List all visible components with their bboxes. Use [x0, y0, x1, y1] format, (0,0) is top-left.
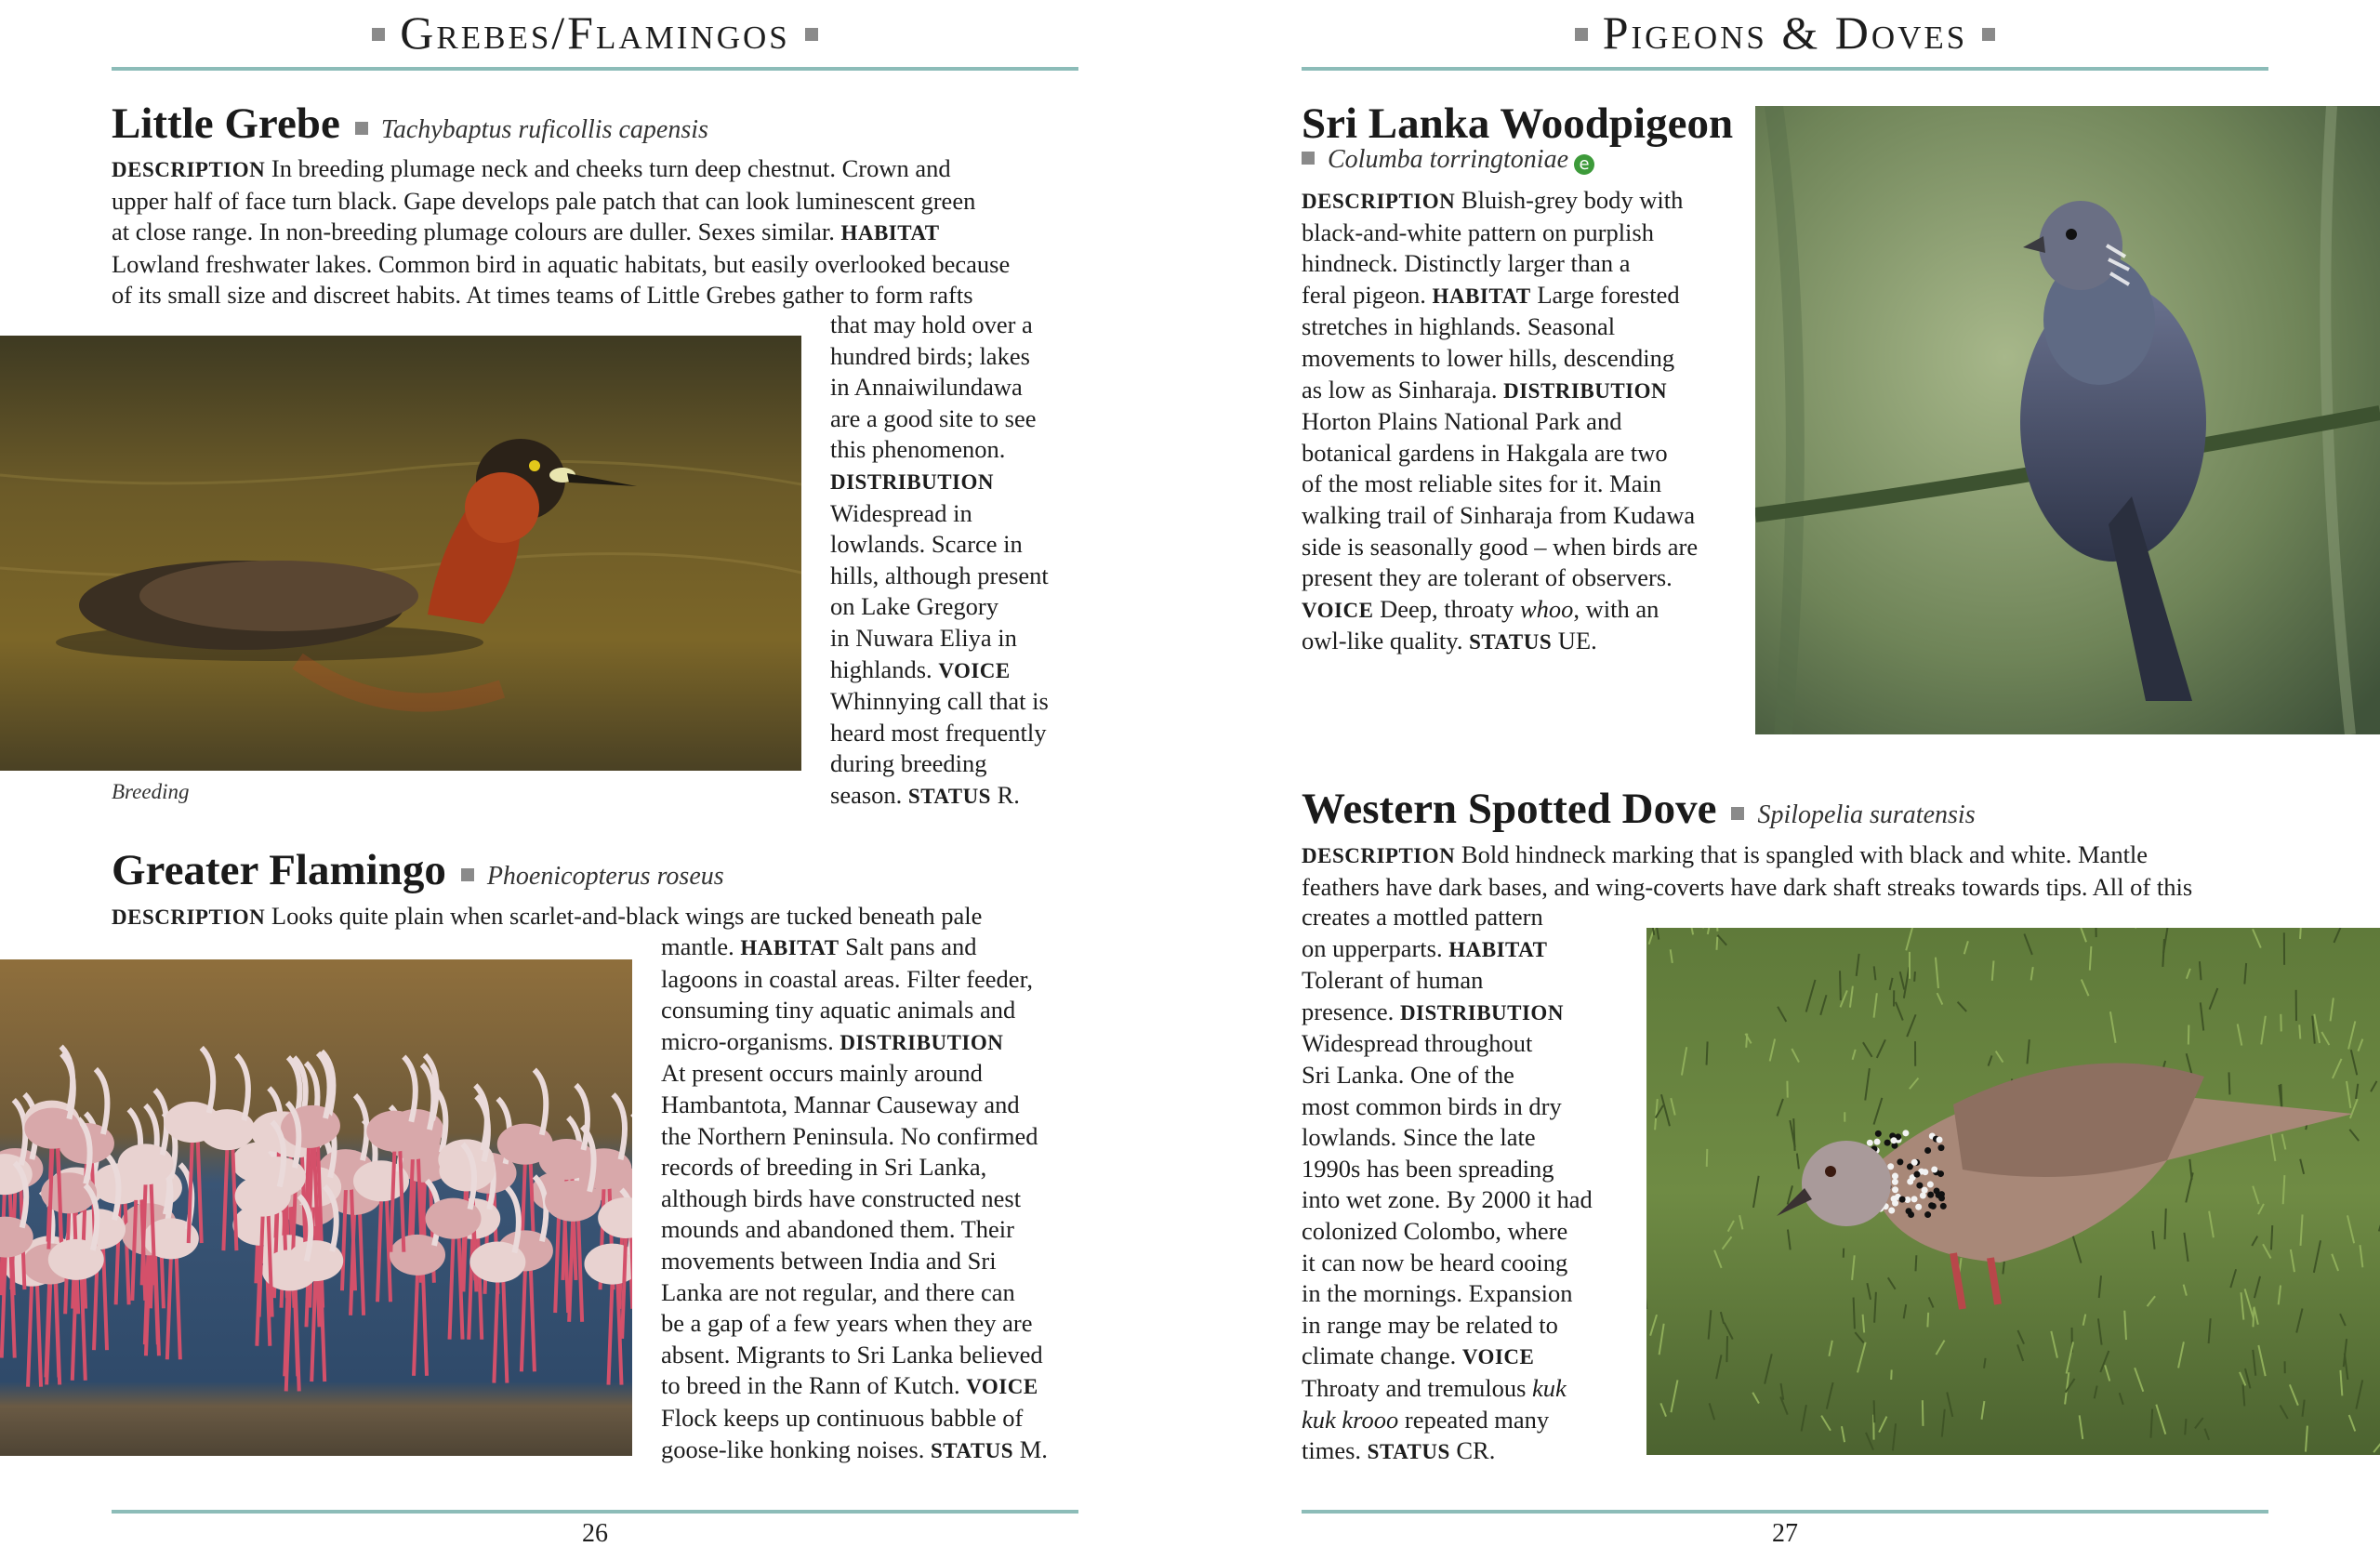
text-line: DESCRIPTION Bluish-grey body with	[1302, 186, 1684, 214]
species-title-western-spotted-dove: Western Spotted Dove Spilopelia suratensis	[1302, 785, 1976, 833]
text-line: At present occurs mainly around	[661, 1059, 983, 1088]
text-line: as low as Sinharaja. DISTRIBUTION	[1302, 375, 1668, 403]
species-title-greater-flamingo: Greater Flamingo Phoenicopterus roseus	[112, 846, 724, 894]
text-line: times. STATUS CR.	[1302, 1436, 1496, 1465]
little-grebe-description	[112, 153, 1010, 311]
text-line: Widespread in	[830, 498, 972, 527]
text-line: Tolerant of human	[1302, 966, 1484, 995]
page-number: 27	[1772, 1519, 1798, 1548]
sri-lanka-woodpigeon-photo	[1755, 106, 2380, 734]
text-line: DESCRIPTION In breeding plumage neck and cheeks turn deep chestnut. Crown and	[112, 154, 951, 182]
text-line: during breeding	[830, 749, 987, 778]
text-line: that may hold over a	[830, 311, 1033, 338]
square-icon	[355, 122, 368, 135]
text-line: black-and-white pattern on purplish	[1302, 218, 1654, 246]
text-line: Throaty and tremulous kuk	[1302, 1373, 1567, 1402]
text-line: botanical gardens in Hakgala are two	[1302, 438, 1668, 467]
text-line: climate change. VOICE	[1302, 1342, 1535, 1370]
text-line: be a gap of a few years when they are	[661, 1309, 1033, 1338]
text-line: Lanka are not regular, and there can	[661, 1277, 1015, 1306]
text-line: hundred birds; lakes	[830, 341, 1030, 370]
text-line: VOICE Deep, throaty whoo, with an	[1302, 594, 1659, 623]
spotted-dove-description	[1302, 839, 2192, 903]
right-page-header: Pigeons & Doves	[1302, 6, 2268, 59]
species-title-little-grebe: Little Grebe Tachybaptus ruficollis capensis	[112, 99, 708, 148]
text-line: heard most frequently	[830, 718, 1047, 747]
text-line: owl-like quality. STATUS UE.	[1302, 627, 1597, 655]
greater-flamingo-description	[112, 901, 982, 933]
western-spotted-dove-photo	[1646, 928, 2380, 1455]
text-line: upper half of face turn black. Gape develops pale patch that can look luminescent green	[112, 186, 976, 215]
text-line: lowlands. Scarce in	[830, 530, 1023, 559]
photo-caption: Breeding	[112, 780, 190, 803]
header-square-icon	[1982, 28, 1995, 41]
text-line: most common birds in dry	[1302, 1091, 1562, 1120]
square-icon	[1302, 152, 1315, 165]
text-line: feathers have dark bases, and wing-coverts have dark shaft streaks towards tips. All of this	[1302, 872, 2193, 901]
greater-flamingo-description-continued	[661, 932, 1048, 1466]
text-line: highlands. VOICE	[830, 654, 1011, 683]
species-title-sri-lanka-woodpigeon: Sri Lanka Woodpigeon	[1302, 99, 1734, 148]
text-line: DISTRIBUTION	[830, 469, 994, 494]
spotted-dove-description-continued	[1302, 902, 1593, 1468]
left-page-header: Grebes/Flamingos	[112, 6, 1078, 59]
greater-flamingo-photo	[0, 959, 632, 1456]
header-rule	[1302, 67, 2268, 71]
text-line: walking trail of Sinharaja from Kudawa	[1302, 500, 1696, 529]
text-line: lagoons in coastal areas. Filter feeder,	[661, 964, 1033, 993]
text-line: records of breeding in Sri Lanka,	[661, 1153, 987, 1182]
text-line: goose-like honking noises. STATUS M.	[661, 1434, 1048, 1463]
text-line: mantle. HABITAT Salt pans and	[661, 932, 977, 960]
text-line: are a good site to see	[830, 403, 1037, 432]
text-line: on upperparts. HABITAT	[1302, 933, 1548, 962]
page-number: 26	[582, 1519, 608, 1548]
text-line: in range may be related to	[1302, 1310, 1558, 1339]
text-line: micro-organisms. DISTRIBUTION	[661, 1026, 1004, 1055]
text-line: Whinnying call that is	[830, 687, 1049, 716]
text-line: movements to lower hills, descending	[1302, 343, 1675, 372]
endemic-badge-icon: e	[1574, 154, 1594, 175]
text-line: Sri Lanka. One of the	[1302, 1060, 1514, 1089]
text-line: side is seasonally good – when birds are	[1302, 532, 1699, 561]
footer-rule	[1302, 1510, 2268, 1514]
text-line: although birds have constructed nest	[661, 1183, 1022, 1212]
text-line: in Nuwara Eliya in	[830, 623, 1017, 652]
text-line: hills, although present	[830, 561, 1049, 589]
text-line: Horton Plains National Park and	[1302, 407, 1622, 436]
text-line: present they are tolerant of observers.	[1302, 563, 1673, 592]
text-line: mounds and abandoned them. Their	[661, 1215, 1014, 1244]
woodpigeon-description	[1302, 185, 1698, 658]
text-line: in the mornings. Expansion	[1302, 1279, 1573, 1308]
text-line: stretches in highlands. Seasonal	[1302, 312, 1616, 341]
text-line: into wet zone. By 2000 it had	[1302, 1185, 1593, 1214]
footer-rule	[112, 1510, 1078, 1514]
text-line: presence. DISTRIBUTION	[1302, 997, 1564, 1025]
text-line: on Lake Gregory	[830, 592, 999, 621]
square-icon	[461, 868, 474, 881]
little-grebe-photo	[0, 336, 801, 771]
header-rule	[112, 67, 1078, 71]
text-line: kuk krooo repeated many	[1302, 1405, 1550, 1434]
text-line: colonized Colombo, where	[1302, 1216, 1568, 1245]
text-line: the Northern Peninsula. No confirmed	[661, 1121, 1038, 1150]
text-line: feral pigeon. HABITAT Large forested	[1302, 280, 1680, 309]
text-line: 1990s has been spreading	[1302, 1154, 1554, 1183]
header-square-icon	[372, 28, 385, 41]
text-line: to breed in the Rann of Kutch. VOICE	[661, 1371, 1038, 1400]
text-line: movements between India and Sri	[661, 1246, 997, 1275]
little-grebe-description-continued	[830, 310, 1049, 813]
text-line: absent. Migrants to Sri Lanka believed	[661, 1340, 1043, 1368]
woodpigeon-latin-name: Columba torringtoniae e	[1302, 145, 1594, 175]
text-line: of its small size and discreet habits. At times teams of Little Grebes gather to form rafts	[112, 281, 973, 310]
text-line: hindneck. Distinctly larger than a	[1302, 249, 1631, 278]
text-line: Lowland freshwater lakes. Common bird in aquatic habitats, but easily overlooked because	[112, 249, 1011, 278]
text-line: of the most reliable sites for it. Main	[1302, 469, 1662, 498]
text-line: in Annaiwilundawa	[830, 373, 1023, 402]
square-icon	[1731, 807, 1744, 820]
header-square-icon	[805, 28, 818, 41]
text-line: Hambantota, Mannar Causeway and	[661, 1090, 1020, 1118]
text-line: creates a mottled pattern	[1302, 903, 1543, 931]
text-line: DESCRIPTION Looks quite plain when scarlet-and-black wings are tucked beneath pale	[112, 902, 983, 930]
text-line: lowlands. Since the late	[1302, 1123, 1536, 1152]
text-line: Flock keeps up continuous babble of	[661, 1403, 1024, 1432]
text-line: DESCRIPTION Bold hindneck marking that is spangled with black and white. Mantle	[1302, 840, 2149, 868]
header-square-icon	[1575, 28, 1588, 41]
text-line: season. STATUS R.	[830, 780, 1020, 809]
text-line: at close range. In non-breeding plumage colours are duller. Sexes similar. HABITAT	[112, 218, 940, 246]
text-line: consuming tiny aquatic animals and	[661, 996, 1016, 1025]
text-line: this phenomenon.	[830, 435, 1006, 464]
text-line: Widespread throughout	[1302, 1029, 1533, 1058]
text-line: it can now be heard cooing	[1302, 1248, 1568, 1276]
